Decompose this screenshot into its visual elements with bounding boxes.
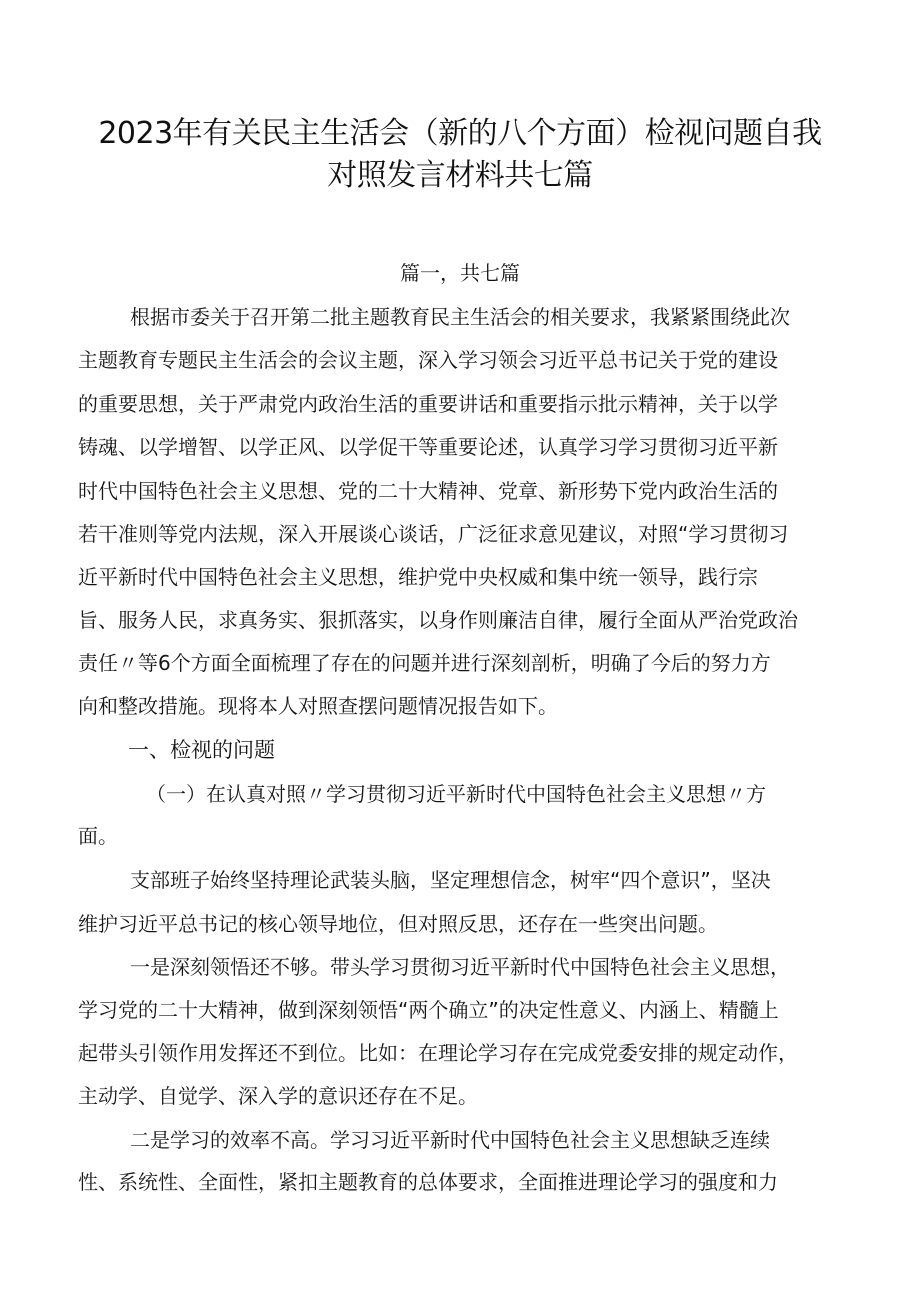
paragraph-line: 近平新时代中国特色社会主义思想，维护党中央权威和集中统一领导，践行宗 (78, 565, 758, 589)
paragraph-line: 维护习近平总书记的核心领导地位，但对照反思，还存在一些突出问题。 (78, 912, 718, 936)
paragraph-line: 旨、服务人民，求真务实、狠抓落实，以身作则廉洁自律，履行全面从严治党政治 (78, 608, 798, 632)
paragraph-line: 时代中国特色社会主义思想、党的二十大精神、党章、新形势下党内政治生活的 (78, 479, 778, 503)
paragraph-line: 学习党的二十大精神，做到深刻领悟“两个确立”的决定性意义、内涵上、精髓上 (78, 998, 779, 1022)
paragraph-line: 责任〃等6个方面全面梳理了存在的问题并进行深刻剖析，明确了今后的努力方 (78, 651, 771, 675)
paragraph-line: 主题教育专题民主生活会的会议主题，深入学习领会习近平总书记关于党的建设 (78, 348, 778, 372)
paragraph-line: 向和整改措施。现将本人对照查摆问题情况报告如下。 (78, 694, 558, 718)
paragraph-line: 主动学、自觉学、深入学的意识还存在不足。 (78, 1084, 478, 1108)
paragraph-line: 一是深刻领悟还不够。带头学习贯彻习近平新时代中国特色社会主义思想， (130, 955, 790, 979)
paragraph-line: 起带头引领作用发挥还不到位。比如：在理论学习存在完成党委安排的规定动作， (78, 1041, 798, 1065)
paragraph-line: 根据市委关于召开第二批主题教育民主生活会的相关要求，我紧紧围绕此次 (130, 305, 790, 329)
document-subtitle: 篇一，共七篇 (400, 261, 520, 285)
subsection-heading-line: （一）在认真对照〃学习贯彻习近平新时代中国特色社会主义思想〃方 (146, 782, 766, 806)
section-heading: 一、检视的问题 (128, 738, 275, 762)
paragraph-line: 支部班子始终坚持理论武装头脑，坚定理想信念，树牢“四个意识”，坚决 (130, 868, 771, 892)
document-title-line-1: 2023年有关民主生活会（新的八个方面）检视问题自我 (98, 116, 822, 151)
paragraph-line: 若干准则等党内法规，深入开展谈心谈话，广泛征求意见建议，对照“学习贯彻习 (78, 522, 789, 546)
subsection-heading-line: 面。 (78, 824, 118, 848)
paragraph-line: 的重要思想，关于严肃党内政治生活的重要讲话和重要指示批示精神，关于以学 (78, 392, 778, 416)
paragraph-line: 二是学习的效率不高。学习习近平新时代中国特色社会主义思想缺乏连续 (130, 1128, 770, 1152)
paragraph-line: 铸魂、以学增智、以学正风、以学促干等重要论述，认真学习学习贯彻习近平新 (78, 435, 778, 459)
document-title-line-2: 对照发言材料共七篇 (327, 158, 593, 193)
paragraph-line: 性、系统性、全面性，紧扣主题教育的总体要求，全面推进理论学习的强度和力 (78, 1170, 778, 1194)
